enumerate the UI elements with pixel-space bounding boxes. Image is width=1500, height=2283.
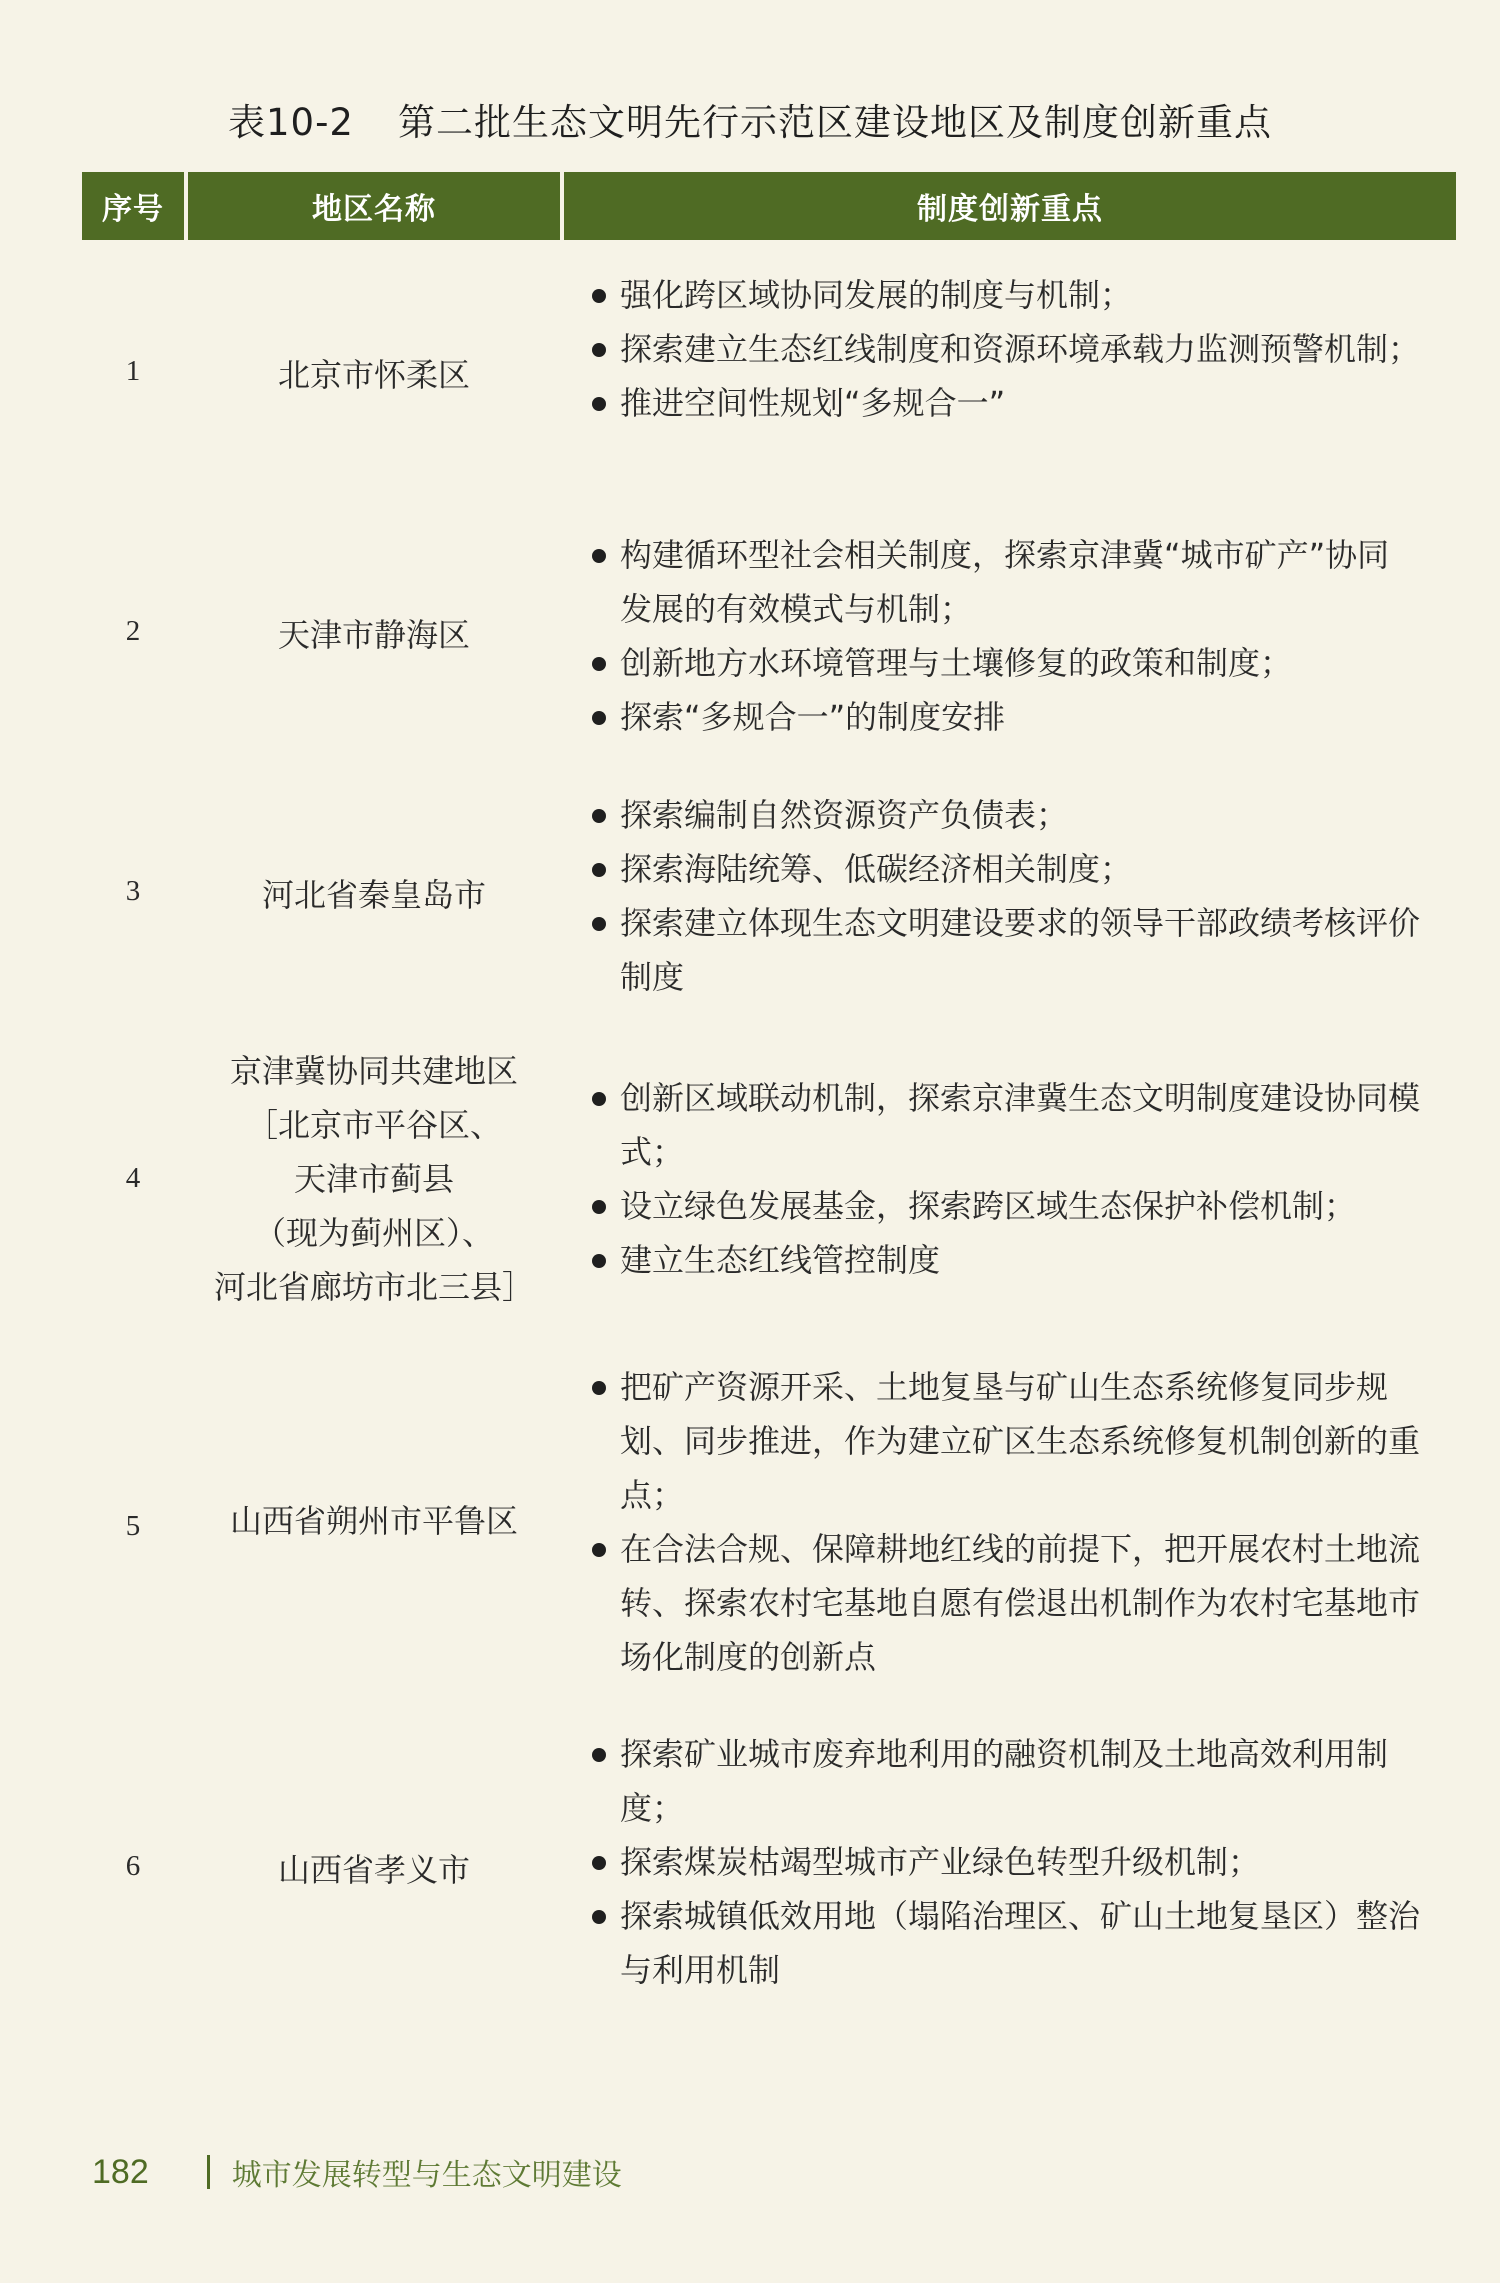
focus-list [590, 788, 1420, 1004]
focus-item: 强化跨区域协同发展的制度与机制； [590, 268, 1420, 322]
focus-item: 推进空间性规划“多规合一” [590, 376, 1420, 430]
region-line: ［北京市平谷区、 [245, 1106, 502, 1144]
focus-item: 探索编制自然资源资产负债表； [590, 788, 1420, 842]
focus-list [590, 1071, 1420, 1287]
focus-list [590, 1727, 1420, 1997]
region-line: 河北省秦皇岛市 [261, 876, 486, 914]
row-number: 4 [125, 1162, 141, 1194]
focus-list [590, 1360, 1420, 1684]
region-line: 天津市蓟县 [293, 1160, 454, 1198]
region-line: 河北省廊坊市北三县］ [213, 1268, 534, 1306]
row-number: 6 [125, 1850, 141, 1882]
page-number: 182 [92, 2152, 149, 2191]
region-name [188, 868, 560, 922]
focus-item: 创新区域联动机制，探索京津冀生态文明制度建设协同模式； [590, 1071, 1420, 1179]
focus-item: 设立绿色发展基金，探索跨区域生态保护补偿机制； [590, 1179, 1420, 1233]
header-seq: 序号 [82, 172, 184, 240]
focus-item: 探索矿业城市废弃地利用的融资机制及土地高效利用制度； [590, 1727, 1420, 1835]
region-line: 山西省朔州市平鲁区 [229, 1502, 518, 1540]
page-footer [92, 2150, 622, 2194]
focus-item: 构建循环型社会相关制度，探索京津冀“城市矿产”协同发展的有效模式与机制； [590, 528, 1420, 636]
focus-item: 创新地方水环境管理与土壤修复的政策和制度； [590, 636, 1420, 690]
focus-item: 探索海陆统筹、低碳经济相关制度； [590, 842, 1420, 896]
row-number: 5 [125, 1510, 141, 1542]
table-number: 表10-2 [228, 101, 354, 144]
header-focus: 制度创新重点 [564, 172, 1456, 240]
region-name [188, 348, 560, 402]
focus-item: 把矿产资源开采、土地复垦与矿山生态系统修复同步规划、同步推进，作为建立矿区生态系统修复机制创新的重点； [590, 1360, 1420, 1522]
focus-item: 探索城镇低效用地（塌陷治理区、矿山土地复垦区）整治与利用机制 [590, 1889, 1420, 1997]
region-line: 天津市静海区 [277, 616, 470, 654]
focus-item: 探索“多规合一”的制度安排 [590, 690, 1420, 744]
region-line: 京津冀协同共建地区 [229, 1052, 518, 1090]
table-caption: 第二批生态文明先行示范区建设地区及制度创新重点 [397, 101, 1272, 144]
footer-divider [207, 2155, 210, 2189]
book-title: 城市发展转型与生态文明建设 [231, 2158, 622, 2193]
row-number: 1 [125, 355, 141, 387]
region-line: （现为蓟州区）、 [253, 1214, 494, 1252]
table-header [82, 172, 1456, 240]
header-region: 地区名称 [188, 172, 560, 240]
region-name [188, 608, 560, 662]
focus-list [590, 268, 1420, 430]
focus-item: 探索建立体现生态文明建设要求的领导干部政绩考核评价制度 [590, 896, 1420, 1004]
row-number: 2 [125, 615, 141, 647]
focus-item: 在合法合规、保障耕地红线的前提下，把开展农村土地流转、探索农村宅基地自愿有偿退出机制作为农村宅基地市场化制度的创新点 [590, 1522, 1420, 1684]
focus-list [590, 528, 1420, 744]
region-name [188, 1044, 560, 1314]
region-line: 山西省孝义市 [277, 1851, 470, 1889]
focus-item: 探索建立生态红线制度和资源环境承载力监测预警机制； [590, 322, 1420, 376]
focus-item: 建立生态红线管控制度 [590, 1233, 1420, 1287]
focus-item: 探索煤炭枯竭型城市产业绿色转型升级机制； [590, 1835, 1420, 1889]
region-name [188, 1494, 560, 1548]
region-name [188, 1843, 560, 1897]
row-number: 3 [125, 875, 141, 907]
region-line: 北京市怀柔区 [277, 356, 470, 394]
table-title [0, 92, 1500, 146]
